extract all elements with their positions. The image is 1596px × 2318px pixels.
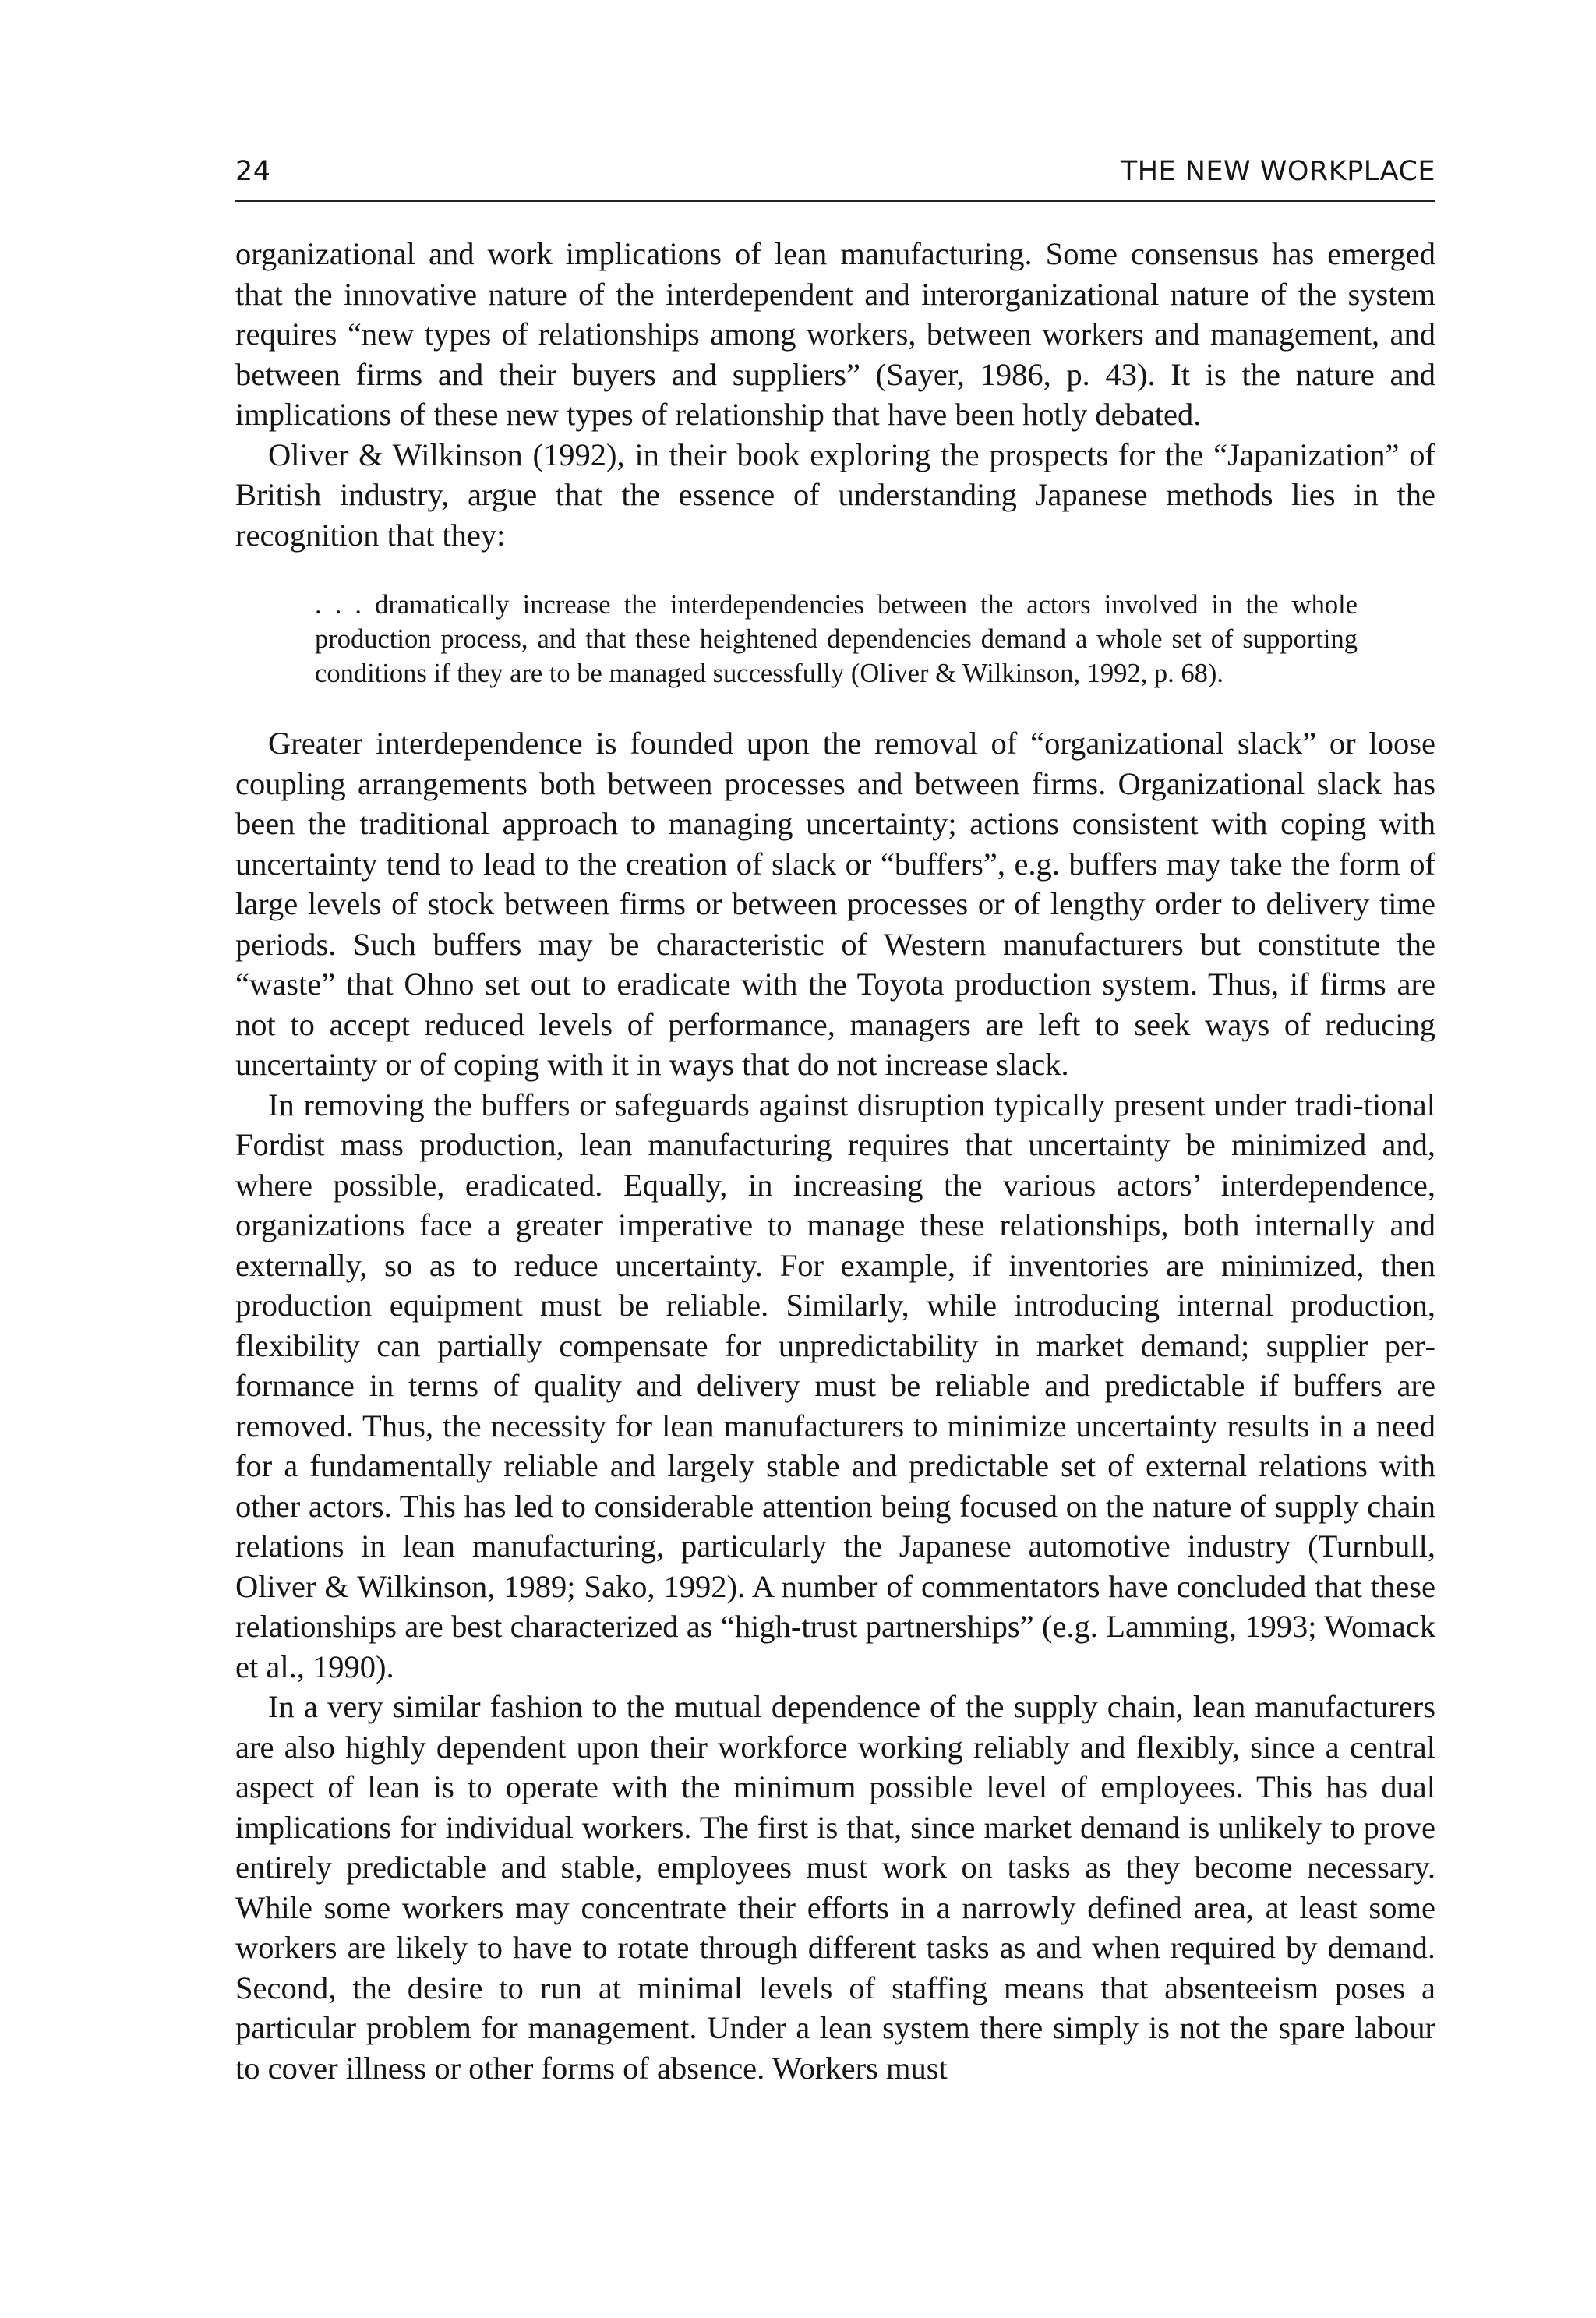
page-header bbox=[235, 156, 1435, 202]
body-text bbox=[235, 234, 1435, 2088]
paragraph: organizational and work implications of lean manufacturing. Some consensus has emerged that the innovative nature of the interdependent and interorganizational nature of the system requires “new types of relationships among workers, between workers and management, and between firms and their buyers and suppliers” (Sayer, 1986, p. 43). It is the nature and implications of these new types of relationship that have been hotly debated. bbox=[235, 236, 1435, 432]
page-number: 24 bbox=[235, 156, 271, 187]
block-quote: . . . dramatically increase the interdependencies between the actors involved in the whole production process, and that these heightened dependencies demand a whole set of supporting conditions if they are to be managed successfully (Oliver & Wilkinson, 1992, p. 68). bbox=[315, 590, 1358, 688]
running-title: THE NEW WORKPLACE bbox=[1120, 156, 1435, 187]
paragraph: In removing the buffers or safeguards against disruption typically present under tradi-tional Fordist mass production, lean manufacturing requires that uncertainty be minimized and, where possible, eradicated. Equally, in increasing the various actors’ interdependence, organizations face a greater imperative to manage these relationships, both internally and externally, so as to reduce uncertainty. For example, if inventories are minimized, then production equipment must be reliable. Similarly, while introducing internal production, flexibility can partially compensate for unpredictability in market demand; supplier performance in terms of quality and delivery must be reliable and predictable if buffers are removed. Thus, the necessity for lean manufacturers to minimize uncertainty results in a need for a fundamentally reliable and largely stable and predictable set of external relations with other actors. This has led to considerable attention being focused on the nature of supply chain relations in lean manufacturing, particularly the Japanese automotive industry (Turnbull, Oliver & Wilkinson, 1989; Sako, 1992). A number of commentators have concluded that these relationships are best characterized as “high-trust partnerships” (e.g. Lamming, 1993; Womack et al., 1990). bbox=[235, 1087, 1435, 1684]
paragraph: Greater interdependence is founded upon the removal of “organizational slack” or loose coupling arrangements both between processes and between firms. Organizational slack has been the traditional approach to managing uncertainty; actions consistent with coping with uncertainty tend to lead to the creation of slack or “buffers”, e.g. buffers may take the form of large levels of stock between firms or between processes or of lengthy order to delivery time periods. Such buffers may be characteristic of Western manufacturers but constitute the “waste” that Ohno set out to eradicate with the Toyota production system. Thus, if firms are not to accept reduced levels of performance, managers are left to seek ways of reducing uncertainty or of coping with it in ways that do not increase slack. bbox=[235, 726, 1435, 1082]
paragraph: Oliver & Wilkinson (1992), in their book exploring the prospects for the “Japanization” of British industry, argue that the essence of understanding Japanese methods lies in the recognition that they: bbox=[235, 436, 1435, 553]
paragraph: In a very similar fashion to the mutual dependence of the supply chain, lean manufacturers are also highly dependent upon their workforce working reliably and flexibly, since a central aspect of lean is to operate with the minimum possible level of employees. This has dual implications for individual workers. The first is that, since market demand is unlikely to prove entirely predictable and stable, employees must work on tasks as they become necessary. While some workers may concentrate their efforts in a narrowly defined area, at least some workers are likely to have to rotate through different tasks as and when required by demand. Second, the desire to run at minimal levels of staffing means that absenteeism poses a particular problem for management. Under a lean system there simply is not the spare labour to cover illness or other forms of absence. Workers must bbox=[235, 1689, 1435, 2086]
